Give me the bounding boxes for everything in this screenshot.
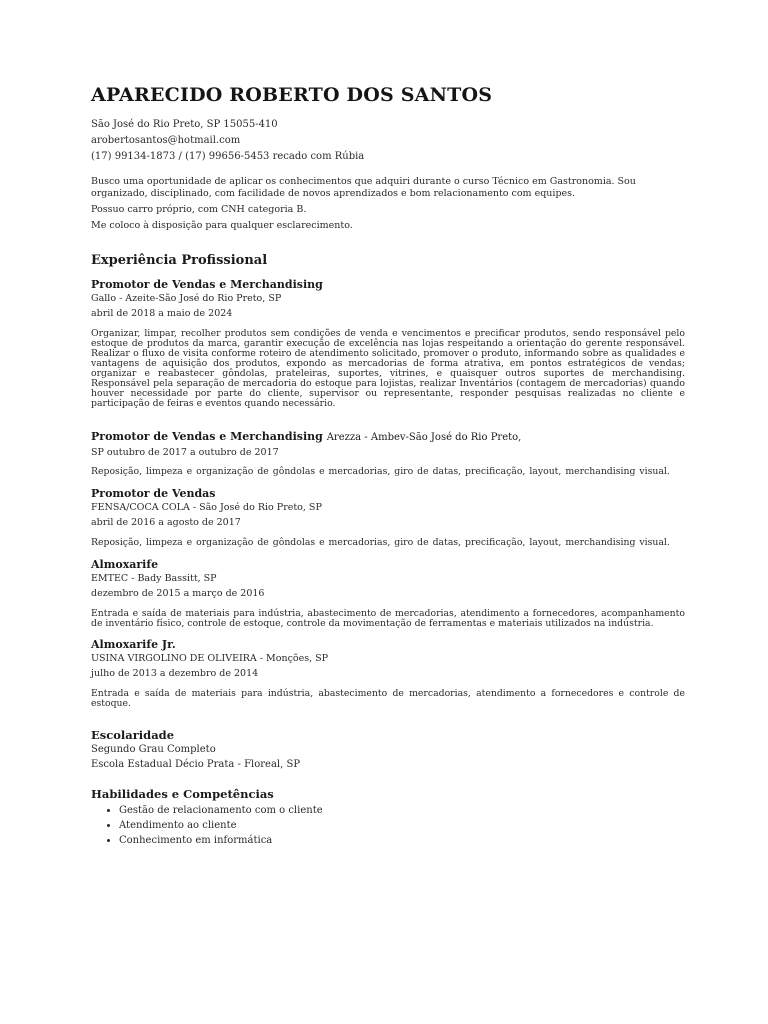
job-dates: julho de 2013 a dezembro de 2014 <box>91 668 259 679</box>
job-title: Promotor de Vendas e Merchandising <box>91 430 323 443</box>
job-org: Gallo - Azeite-São José do Rio Preto, SP <box>91 293 282 304</box>
job-title: Promotor de Vendas e Merchandising <box>91 278 323 291</box>
job-description: Reposição, limpeza e organização de gôndolas e mercadorias, giro de datas, precificação, layout, merchandising visual. <box>91 466 670 477</box>
job-description: Entrada e saída de materiais para indústria, abastecimento de mercadorias, atendimento a fornecedores e controle de estoque. <box>91 688 685 709</box>
job-dates: abril de 2018 a maio de 2024 <box>91 308 233 319</box>
summary-availability: Me coloco à disposição para qualquer esclarecimento. <box>91 219 353 231</box>
job-org: EMTEC - Bady Bassitt, SP <box>91 573 217 584</box>
job-dates: dezembro de 2015 a março de 2016 <box>91 588 265 599</box>
contact-info <box>91 117 685 165</box>
job-title-line <box>91 430 685 443</box>
address: São José do Rio Preto, SP 15055-410 <box>91 119 278 130</box>
summary-car: Possuo carro próprio, com CNH categoria B. <box>91 203 307 215</box>
experience-section <box>91 253 685 709</box>
job-entry <box>91 430 685 477</box>
list-item: • Gestão de relacionamento com o cliente <box>119 803 685 818</box>
job-entry <box>91 558 685 629</box>
job-org: Arezza - Ambev-São José do Rio Preto, <box>326 432 522 443</box>
education-section <box>91 728 685 772</box>
skills-heading: Habilidades e Competências <box>91 787 274 801</box>
job-description: Entrada e saída de materiais para indústria, abastecimento de mercadorias, atendimento a fornecedores, acompanhamento de inventário físico, controle de estoque, controle da movimentação de ferramentas e materiais utilizados na indústria. <box>91 608 685 629</box>
job-org: USINA VIRGOLINO DE OLIVEIRA - Monções, SP <box>91 653 329 664</box>
education-degree: Segundo Grau Completo <box>91 744 216 755</box>
experience-heading: Experiência Profissional <box>91 253 268 268</box>
job-entry <box>91 638 685 709</box>
job-org: FENSA/COCA COLA - São José do Rio Preto, SP <box>91 502 322 513</box>
phone: (17) 99134-1873 / (17) 99656-5453 recado com Rúbia <box>91 151 365 162</box>
job-title: Almoxarife <box>91 558 159 571</box>
candidate-name: APARECIDO ROBERTO DOS SANTOS <box>91 84 493 106</box>
job-dates: SP outubro de 2017 a outubro de 2017 <box>91 447 279 458</box>
email: arobertosantos@hotmail.com <box>91 135 241 146</box>
job-dates: abril de 2016 a agosto de 2017 <box>91 517 241 528</box>
job-title: Almoxarife Jr. <box>91 638 176 651</box>
skills-section <box>91 787 685 848</box>
job-description: Reposição, limpeza e organização de gôndolas e mercadorias, giro de datas, precificação, layout, merchandising visual. <box>91 537 670 548</box>
list-item: • Conhecimento em informática <box>119 833 685 848</box>
summary-objective: Busco uma oportunidade de aplicar os conhecimentos que adquiri durante o curso Técnico em Gastronomia. Sou organizado, disciplinado, com facilidade de novos aprendizados e bom relacionamento com equipes. <box>91 176 636 199</box>
job-entry <box>91 487 685 548</box>
job-entry <box>91 278 685 409</box>
job-description: Organizar, limpar, recolher produtos sem condições de venda e vencimentos e precificar produtos, sendo responsável pelo estoque de produtos da marca, garantir execução de excelência nas lojas respeitando a orientação do gerente responsável. Realizar o fluxo de visita conforme roteiro de atendimento solicitado, promover o produto, informando sobre as qualidades e vantagens de aquisição dos produtos, expondo as mercadorias de forma atrativa, em pontos estratégicos de vendas; organizar e reabastecer gôndolas, prateleiras, suportes, vitrines, e quaisquer outros suportes de merchandising. Responsável pela separação de mercadoria do estoque para lojistas, realizar Inventários (contagem de mercadorias) quando houver necessidade por parte do cliente, supervisor ou representante, responder pesquisas realizadas no cliente e participação de feiras e eventos quando necessário. <box>91 328 685 409</box>
education-school: Escola Estadual Décio Prata - Floreal, SP <box>91 759 301 770</box>
education-heading: Escolaridade <box>91 728 175 742</box>
list-item: • Atendimento ao cliente <box>119 818 685 833</box>
job-title: Promotor de Vendas <box>91 487 216 500</box>
skills-list <box>91 803 685 848</box>
summary <box>91 176 685 231</box>
resume-page <box>91 84 685 848</box>
